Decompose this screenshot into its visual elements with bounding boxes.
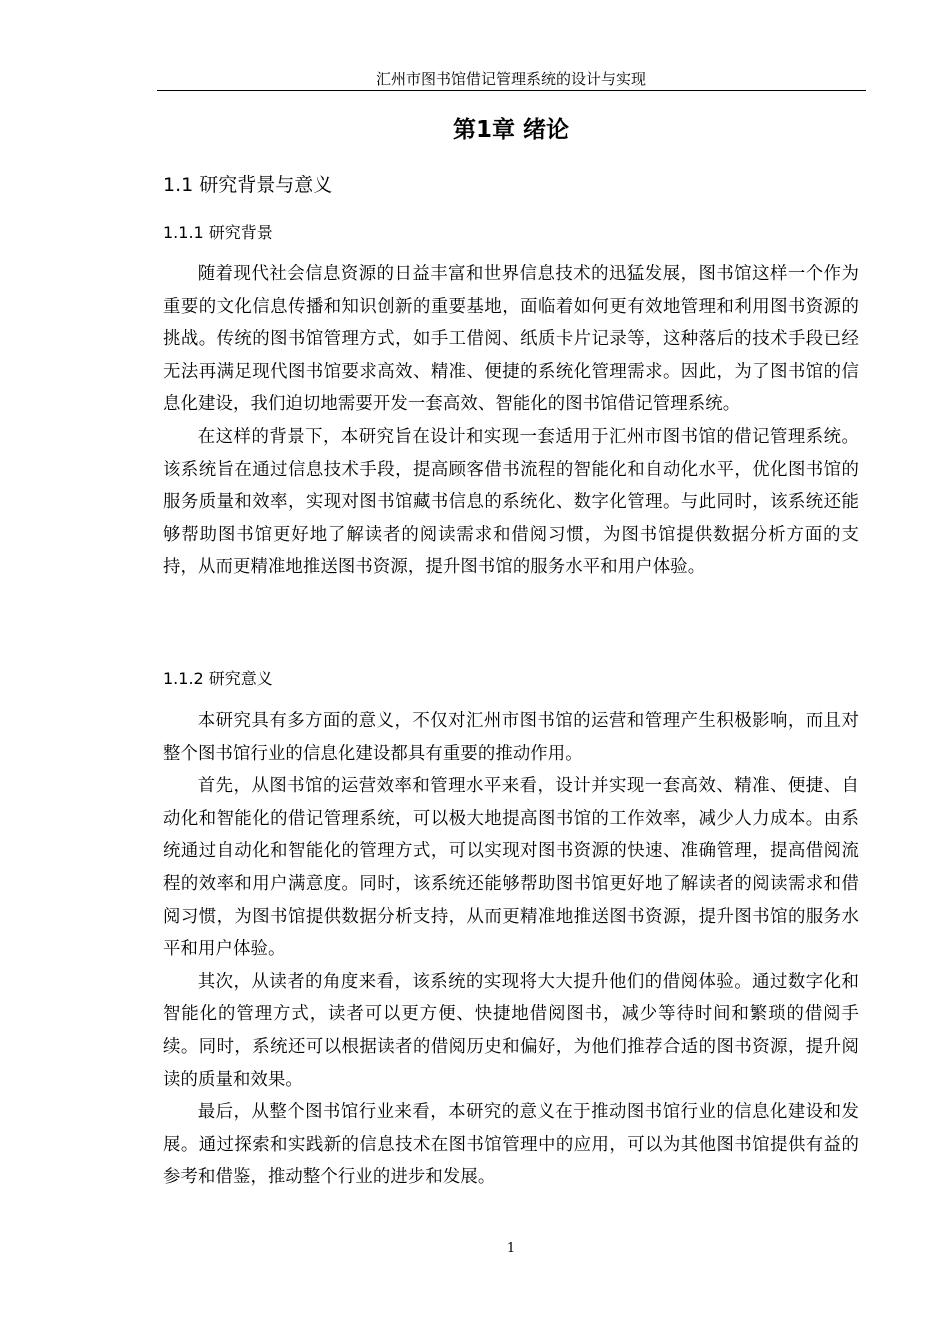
subsection-heading-background: 1.1.1 研究背景: [163, 223, 273, 242]
header-divider: [157, 90, 866, 91]
running-header: 汇州市图书馆借记管理系统的设计与实现: [375, 70, 646, 88]
paragraph: 首先，从图书馆的运营效率和管理水平来看，设计并实现一套高效、精准、便捷、自动化和智能化的借记管理系统，可以极大地提高图书馆的工作效率，减少人力成本。由系统通过自动化和智能化的管理方式，可以实现对图书资源的快速、准确管理，提高借阅流程的效率和用户满意度。同时，该系统还能够帮助图书馆更好地了解读者的阅读需求和借阅习惯，为图书馆提供数据分析支持，从而更精准地推送图书资源，提升图书馆的服务水平和用户体验。: [163, 776, 859, 960]
paragraph: 本研究具有多方面的意义，不仅对汇州市图书馆的运营和管理产生积极影响，而且对整个图书馆行业的信息化建设都具有重要的推动作用。: [163, 711, 859, 764]
paragraph: 其次，从读者的角度来看，该系统的实现将大大提升他们的借阅体验。通过数字化和智能化的管理方式，读者可以更方便、快捷地借阅图书，减少等待时间和繁琐的借阅手续。同时，系统还可以根据读者的借阅历史和偏好，为他们推荐合适的图书资源，提升阅读的质量和效果。: [163, 971, 859, 1090]
paragraph: 在这样的背景下，本研究旨在设计和实现一套适用于汇州市图书馆的借记管理系统。该系统旨在通过信息技术手段，提高顾客借书流程的智能化和自动化水平，优化图书馆的服务质量和效率，实现对图书馆藏书信息的系统化、数字化管理。与此同时，该系统还能够帮助图书馆更好地了解读者的阅读需求和借阅习惯，为图书馆提供数据分析方面的支持，从而更精准地推送图书资源，提升图书馆的服务水平和用户体验。: [163, 426, 859, 578]
chapter-title: 第1章 绪论: [452, 117, 569, 143]
page-number: 1: [506, 1241, 516, 1256]
background-body: [163, 258, 859, 584]
paragraph: 最后，从整个图书馆行业来看，本研究的意义在于推动图书馆行业的信息化建设和发展。通过探索和实践新的信息技术在图书馆管理中的应用，可以为其他图书馆提供有益的参考和借鉴，推动整个行业的进步和发展。: [163, 1102, 859, 1188]
paragraph: 随着现代社会信息资源的日益丰富和世界信息技术的迅猛发展，图书馆这样一个作为重要的文化信息传播和知识创新的重要基地，面临着如何更有效地管理和利用图书资源的挑战。传统的图书馆管理方式，如手工借阅、纸质卡片记录等，这种落后的技术手段已经无法再满足现代图书馆要求高效、精准、便捷的系统化管理需求。因此，为了图书馆的信息化建设，我们迫切地需要开发一套高效、智能化的图书馆借记管理系统。: [163, 264, 859, 415]
subsection-heading-significance: 1.1.2 研究意义: [163, 669, 273, 688]
section-heading: 1.1 研究背景与意义: [163, 174, 333, 196]
significance-body: [163, 705, 859, 1194]
